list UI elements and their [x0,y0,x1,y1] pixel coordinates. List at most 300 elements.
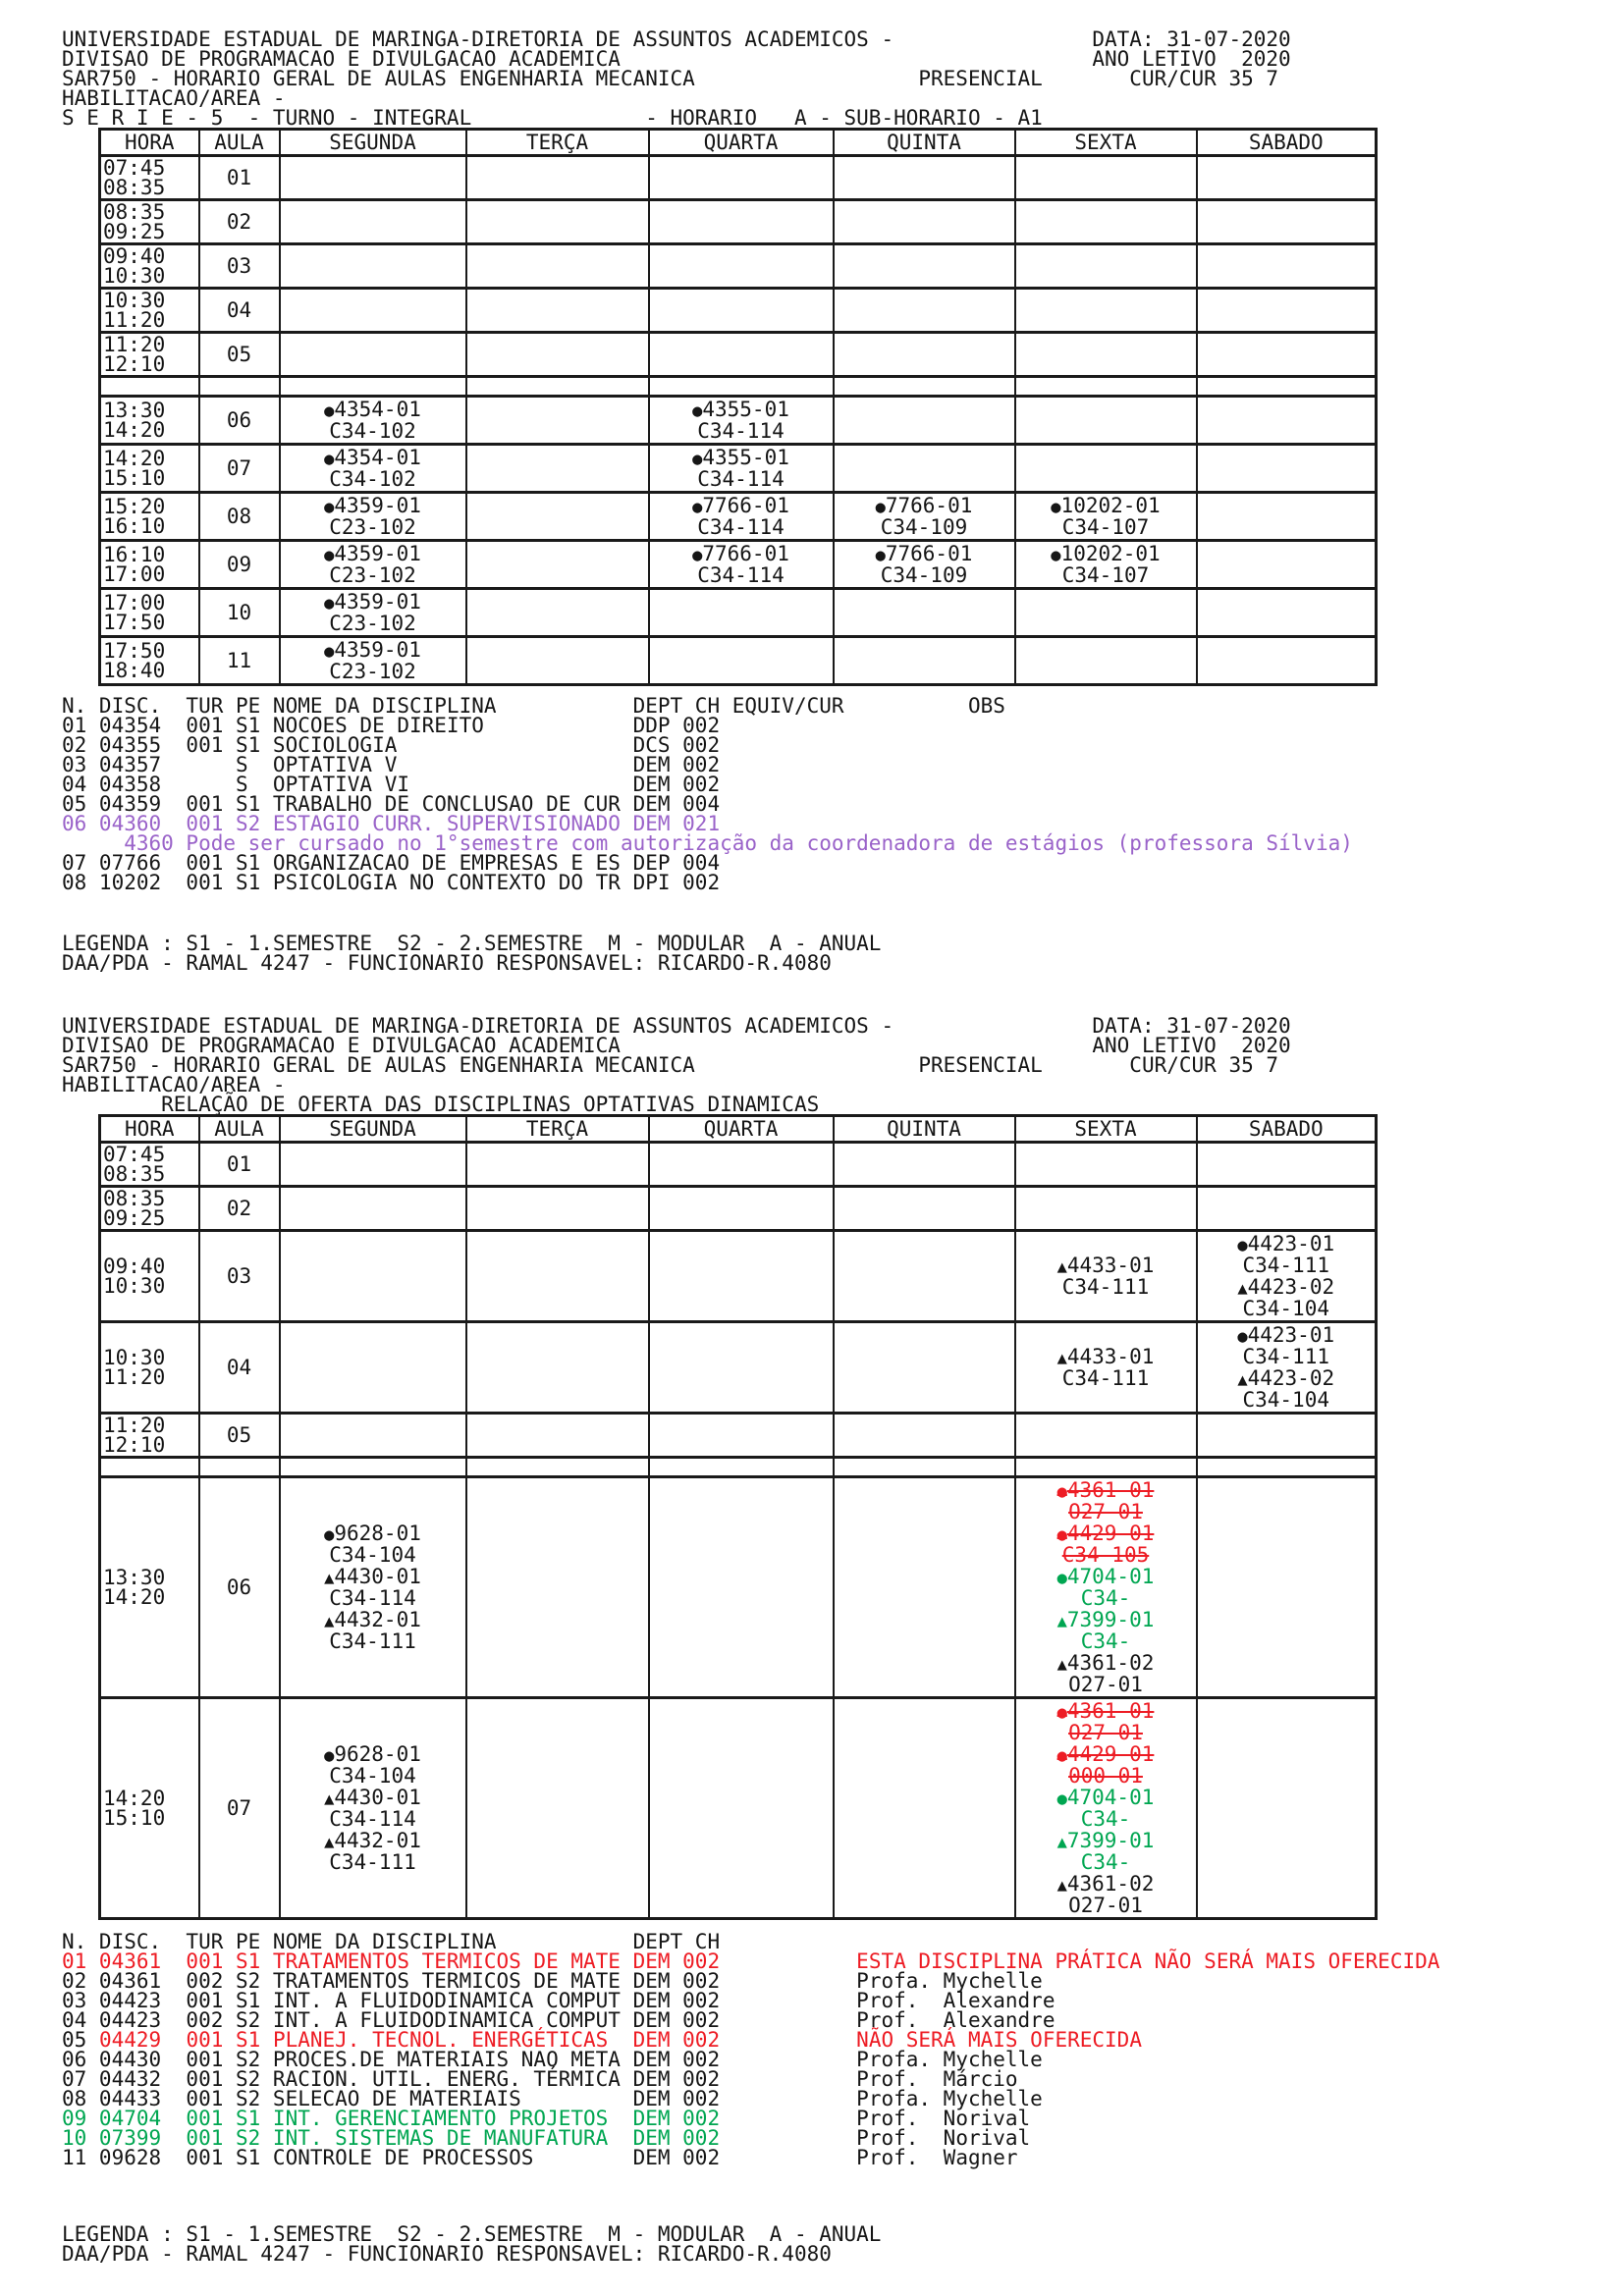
aula-number-cell: 09 [199,541,280,589]
discipline-text-segment: Prof. Alexandre [856,1989,1056,2012]
day-cell-segunda [280,1477,466,1698]
discipline-row [62,2069,1624,2089]
class-entry [1018,1566,1194,1609]
day-cell-quinta [834,1143,1015,1187]
timetable-row-aula-06 [100,397,1377,445]
discipline-text-segment: Prof. Alexandre [856,2008,1056,2032]
class-room: C34- [1080,1586,1131,1610]
column-header-quarta: QUARTA [649,130,834,156]
discipline-row [62,2148,1624,2167]
hora-cell [100,1322,199,1414]
hora-cell [100,493,199,541]
hora-time: 11:20 [103,308,166,332]
day-cell-segunda [280,493,466,541]
class-entry [283,1743,463,1787]
discipline-list-2 [62,1932,1624,2167]
class-room: C34-114 [697,563,785,587]
header-line-serie: S E R I E - 5 - TURNO - INTEGRAL - HORARIO A - SUB-HORARIO - A1 [62,106,1043,130]
separator-row [100,1458,1377,1477]
timetable-body [100,156,1377,685]
day-cell-terça [466,445,649,493]
day-cell-quinta [834,1414,1015,1458]
class-entry [283,1522,463,1566]
class-code: ●4359-01 [324,638,421,662]
class-code: ▲4423-02 [1237,1366,1335,1390]
hora-time: 08:35 [103,1162,166,1186]
discipline-text-segment: Prof. Wagner [856,2146,1018,2169]
hora-time: 17:50 [103,611,166,634]
class-entry [652,543,831,586]
day-cell-sabado [1197,1143,1377,1187]
empty-cell [649,377,834,397]
class-entry [1018,495,1194,538]
hora-cell [100,589,199,637]
header-line-division: DIVISAO DE PROGRAMACAO E DIVULGACAO ACADEMICA ANO LETIVO 2020 [62,1034,1291,1057]
class-room: 000-01 [1068,1764,1143,1788]
dot-icon: ● [1056,1746,1067,1766]
hora-cell [100,1414,199,1458]
day-cell-quinta [834,541,1015,589]
dot-icon: ● [692,498,703,517]
day-cell-quarta [649,1143,834,1187]
discipline-text-segment: 01 04361 001 S1 TRATAMENTOS TERMICOS DE MATE DEM 002 [62,1949,721,1973]
discipline-text-segment: 04429 001 S1 PLANEJ. TECNOL. ENERGÉTICAS DEM 002 [98,2028,721,2052]
class-entry [283,1830,463,1873]
discipline-list-header [62,696,1624,716]
column-header-terça: TERÇA [466,1116,649,1143]
class-entry [283,1609,463,1652]
aula-number-cell: 07 [199,1698,280,1919]
class-entry [652,399,831,442]
class-entry [837,495,1012,538]
class-code: ●4429-01 [1056,1742,1155,1766]
empty-cell [1197,377,1377,397]
legend-block-1 [62,934,1624,973]
class-room: C34-114 [329,1807,416,1831]
day-cell-quarta [649,589,834,637]
day-cell-segunda [280,1143,466,1187]
day-cell-sabado [1197,1231,1377,1322]
class-room: C34-111 [1061,1366,1150,1390]
hora-time: 14:20 [103,418,166,442]
day-cell-sabado [1197,1414,1377,1458]
dot-icon: ● [324,546,335,565]
discipline-text-segment: 06 04430 001 S2 PROCES.DE MATERIAIS NAO META DEM 002 [62,2048,721,2071]
class-room: C34-114 [697,467,785,491]
discipline-list-header [62,1932,1624,1951]
day-cell-terça [466,200,649,244]
hora-cell [100,1231,199,1322]
timetable-row-aula-03 [100,1231,1377,1322]
timetable-row-aula-08 [100,493,1377,541]
triangle-icon: ▲ [1056,1655,1067,1675]
aula-number-cell: 03 [199,244,280,289]
day-cell-quarta [649,1477,834,1698]
column-header-hora: HORA [100,130,199,156]
discipline-text-segment: 06 04360 001 S2 ESTAGIO CURR. SUPERVISIONADO DEM 021 [62,812,721,835]
discipline-text-segment: 04 04358 S OPTATIVA VI DEM 002 [62,773,721,796]
class-room: C34-114 [697,515,785,539]
timetable-row-aula-02 [100,1187,1377,1231]
report-header-1 [62,29,1624,128]
class-entry [283,591,463,634]
day-cell-quarta [649,445,834,493]
day-cell-sabado [1197,397,1377,445]
discipline-text-segment: 02 04361 002 S2 TRATAMENTOS TERMICOS DE MATE DEM 002 [62,1969,721,1993]
hora-cell [100,200,199,244]
day-cell-sabado [1197,445,1377,493]
day-cell-quarta [649,637,834,685]
timetable-row-aula-11 [100,637,1377,685]
hora-time: 10:30 [103,1346,166,1369]
hora-time: 14:20 [103,1585,166,1609]
class-room: C34-102 [329,467,416,491]
empty-cell [1015,1458,1197,1477]
day-cell-quarta [649,1231,834,1322]
dot-icon: ● [324,594,335,614]
day-cell-sexta [1015,493,1197,541]
class-room: O27-01 [1068,1500,1143,1523]
class-room: C34- [1080,1850,1131,1874]
day-cell-sexta [1015,1143,1197,1187]
class-entry [1018,1787,1194,1830]
legend-line-semesters: LEGENDA : S1 - 1.SEMESTRE S2 - 2.SEMESTRE M - MODULAR A - ANUAL [62,932,882,955]
class-room: C34-114 [697,419,785,443]
dot-icon: ● [1237,1327,1248,1347]
aula-number-cell: 03 [199,1231,280,1322]
column-header-aula: AULA [199,1116,280,1143]
discipline-text-segment: Profa. Mychelle [856,1969,1043,1993]
class-code: ▲7399-01 [1056,1608,1155,1631]
timetable-head [100,130,1377,156]
day-cell-sexta [1015,1187,1197,1231]
timetable-optativas [98,1114,1378,1920]
triangle-icon: ▲ [1056,1612,1067,1631]
hora-time: 17:00 [103,591,166,614]
class-code: ●7766-01 [692,542,789,565]
class-code: ●4355-01 [692,398,789,421]
dot-icon: ● [1056,1569,1067,1588]
class-entry [1018,1830,1194,1873]
empty-cell [280,1458,466,1477]
day-cell-sexta [1015,1477,1197,1698]
discipline-text-segment: 07 07766 001 S1 ORGANIZACAO DE EMPRESAS E ES DEP 004 [62,851,721,875]
day-cell-terça [466,397,649,445]
day-cell-quinta [834,200,1015,244]
class-code: ▲4432-01 [324,1829,421,1852]
triangle-icon: ▲ [324,1833,335,1852]
timetable-row-aula-09 [100,541,1377,589]
hora-time: 13:30 [103,1566,166,1589]
day-cell-quarta [649,156,834,200]
day-cell-terça [466,1477,649,1698]
header-line-habilitacao: HABILITACAO/AREA - [62,1073,286,1096]
day-cell-sexta [1015,541,1197,589]
column-header-segunda: SEGUNDA [280,130,466,156]
hora-cell [100,156,199,200]
day-cell-sexta [1015,333,1197,377]
dot-icon: ● [1056,1789,1067,1809]
day-cell-quinta [834,156,1015,200]
class-code: ▲4432-01 [324,1608,421,1631]
class-code: ●9628-01 [324,1742,421,1766]
class-code: ●4423-01 [1237,1232,1335,1255]
dot-icon: ● [324,1525,335,1545]
hora-time: 09:40 [103,1255,166,1278]
day-cell-sabado [1197,493,1377,541]
discipline-row [62,814,1624,833]
day-cell-quinta [834,333,1015,377]
hora-time: 07:45 [103,156,166,180]
discipline-text-segment: 07 04432 001 S2 RACION. UTIL. ENERG. TÉRMICA DEM 002 [62,2067,721,2091]
dot-icon: ● [1051,546,1061,565]
discipline-row [62,833,1624,853]
aula-number-cell: 02 [199,1187,280,1231]
timetable-body [100,1143,1377,1919]
dot-icon: ● [324,401,335,421]
day-cell-terça [466,333,649,377]
dot-icon: ● [692,401,703,421]
day-cell-terça [466,1414,649,1458]
class-room: C34-114 [329,1586,416,1610]
class-room: C34-111 [1242,1345,1329,1368]
discipline-row [62,2050,1624,2069]
discipline-text-segment: 08 04433 001 S2 SELECAO DE MATERIAIS DEM 002 [62,2087,721,2110]
class-entry [1018,1522,1194,1566]
hora-cell [100,1477,199,1698]
dot-icon: ● [692,546,703,565]
dot-icon: ● [875,498,886,517]
dot-icon: ● [324,642,335,662]
class-entry [1018,1743,1194,1787]
class-code: ▲7399-01 [1056,1829,1155,1852]
class-code: ●4354-01 [324,398,421,421]
day-cell-quarta [649,541,834,589]
aula-number-cell: 04 [199,289,280,333]
timetable-row-aula-07 [100,445,1377,493]
hora-time: 15:10 [103,1806,166,1830]
discipline-text-segment: NÃO SERÁ MAIS OFERECIDA [856,2028,1142,2052]
day-cell-segunda [280,244,466,289]
day-cell-terça [466,1143,649,1187]
day-cell-terça [466,493,649,541]
discipline-row [62,2010,1624,2030]
day-cell-terça [466,244,649,289]
discipline-text-segment: Profa. Mychelle [856,2087,1043,2110]
class-code: ●7766-01 [875,494,973,517]
hora-time: 17:50 [103,639,166,663]
header-line-report-title: SAR750 - HORARIO GERAL DE AULAS ENGENHARIA MECANICA PRESENCIAL CUR/CUR 35 7 [62,1053,1279,1077]
hora-time: 14:20 [103,447,166,470]
aula-number-cell: 07 [199,445,280,493]
column-header-terça: TERÇA [466,130,649,156]
class-room: C34-111 [329,1629,416,1653]
header-line-report-title: SAR750 - HORARIO GERAL DE AULAS ENGENHARIA MECANICA PRESENCIAL CUR/CUR 35 7 [62,67,1279,90]
hora-cell [100,1698,199,1919]
day-cell-quinta [834,445,1015,493]
hora-time: 15:20 [103,495,166,518]
day-cell-terça [466,589,649,637]
day-cell-sexta [1015,289,1197,333]
class-entry [283,543,463,586]
class-entry [837,543,1012,586]
class-room: C34-107 [1061,563,1150,587]
discipline-text-segment: N. DISC. TUR PE NOME DA DISCIPLINA DEPT CH [62,1930,721,1953]
timetable-row-aula-02 [100,200,1377,244]
empty-cell [834,1458,1015,1477]
day-cell-quinta [834,1698,1015,1919]
day-cell-terça [466,289,649,333]
column-header-quinta: QUINTA [834,1116,1015,1143]
class-room: O27-01 [1068,1894,1143,1917]
class-code: ●4359-01 [324,494,421,517]
hora-time: 11:20 [103,333,166,356]
discipline-row [62,1991,1624,2010]
day-cell-quinta [834,1231,1015,1322]
class-code: ●4359-01 [324,542,421,565]
empty-cell [199,1458,280,1477]
day-cell-quinta [834,637,1015,685]
timetable-row-aula-05 [100,333,1377,377]
day-cell-segunda [280,1187,466,1231]
day-cell-sexta [1015,397,1197,445]
class-room: C34- [1080,1807,1131,1831]
column-header-quinta: QUINTA [834,130,1015,156]
timetable-row-aula-04 [100,1322,1377,1414]
header-line-institution: UNIVERSIDADE ESTADUAL DE MARINGA-DIRETORIA DE ASSUNTOS ACADEMICOS - DATA: 31-07-2020 [62,1014,1291,1038]
class-room: C34-107 [1061,515,1150,539]
timetable-row-aula-01 [100,1143,1377,1187]
triangle-icon: ▲ [1056,1257,1067,1277]
discipline-row [62,716,1624,735]
triangle-icon: ▲ [1056,1833,1067,1852]
hora-time: 08:35 [103,200,166,224]
class-code: ●10202-01 [1051,494,1161,517]
class-code: ●4423-01 [1237,1323,1335,1347]
class-room: C34-105 [1061,1543,1150,1567]
discipline-row [62,794,1624,814]
column-header-hora: HORA [100,1116,199,1143]
class-entry [1018,1479,1194,1522]
day-cell-sabado [1197,1322,1377,1414]
hora-time: 11:20 [103,1414,166,1437]
class-entry [283,495,463,538]
discipline-text-segment: Prof. Márcio [856,2067,1018,2091]
column-header-sexta: SEXTA [1015,130,1197,156]
separator-row [100,377,1377,397]
legend-line-contact: DAA/PDA - RAMAL 4247 - FUNCIONARIO RESPONSAVEL: RICARDO-R.4080 [62,951,832,975]
empty-cell [834,377,1015,397]
header-line-habilitacao: HABILITACAO/AREA - [62,86,286,110]
hora-time: 16:10 [103,543,166,566]
hora-time: 16:10 [103,514,166,538]
hora-time: 09:25 [103,220,166,243]
discipline-text-segment [720,2146,856,2169]
triangle-icon: ▲ [324,1789,335,1809]
hora-time: 17:00 [103,562,166,586]
discipline-text-segment: Prof. Norival [856,2107,1031,2130]
class-entry [1200,1324,1374,1367]
column-header-sabado: SABADO [1197,130,1377,156]
class-room: C34-102 [329,419,416,443]
empty-cell [199,377,280,397]
triangle-icon: ▲ [1237,1370,1248,1390]
day-cell-sabado [1197,589,1377,637]
class-code: ●4361-01 [1056,1478,1155,1502]
legend-line-semesters: LEGENDA : S1 - 1.SEMESTRE S2 - 2.SEMESTRE M - MODULAR A - ANUAL [62,2222,882,2246]
hora-time: 12:10 [103,1433,166,1457]
hora-cell [100,445,199,493]
day-cell-segunda [280,200,466,244]
timetable-head [100,1116,1377,1143]
discipline-text-segment: 04 04423 002 S2 INT. A FLUIDODINAMICA COMPUT DEM 002 [62,2008,721,2032]
dot-icon: ● [875,546,886,565]
day-cell-sexta [1015,445,1197,493]
class-room: C34-109 [880,515,968,539]
day-cell-quinta [834,1477,1015,1698]
hora-time: 09:40 [103,244,166,268]
discipline-text-segment: 03 04357 S OPTATIVA V DEM 002 [62,753,721,776]
day-cell-sabado [1197,1698,1377,1919]
legend-line-contact: DAA/PDA - RAMAL 4247 - FUNCIONARIO RESPONSAVEL: RICARDO-R.4080 [62,2242,832,2266]
day-cell-sexta [1015,1698,1197,1919]
column-header-quarta: QUARTA [649,1116,834,1143]
class-entry [1200,1276,1374,1319]
class-room: C34-111 [329,1850,416,1874]
hora-cell [100,397,199,445]
hora-time: 10:30 [103,289,166,312]
class-entry [1018,1609,1194,1652]
legend-block-2 [62,2224,1624,2264]
column-header-aula: AULA [199,130,280,156]
day-cell-sabado [1197,200,1377,244]
column-header-sabado: SABADO [1197,1116,1377,1143]
day-cell-quinta [834,397,1015,445]
discipline-text-segment: 4360 Pode ser cursado no 1°semestre com autorização da coordenadora de estágios (professora Sílvia) [62,831,1353,855]
discipline-text-segment: 11 09628 001 S1 CONTROLE DE PROCESSOS DEM 002 [62,2146,721,2169]
discipline-text-segment: ESTA DISCIPLINA PRÁTICA NÃO SERÁ MAIS OFERECIDA [856,1949,1440,1973]
aula-number-cell: 05 [199,1414,280,1458]
column-header-segunda: SEGUNDA [280,1116,466,1143]
header-line-optativas-title: RELAÇÃO DE OFERTA DAS DISCIPLINAS OPTATIVAS DINAMICAS [62,1093,820,1116]
day-cell-segunda [280,397,466,445]
discipline-row [62,755,1624,774]
class-room: C23-102 [329,515,416,539]
discipline-row [62,1951,1624,1971]
dot-icon: ● [324,1746,335,1766]
class-code: ▲4361-02 [1056,1872,1155,1896]
class-code: ●4359-01 [324,590,421,614]
class-entry [1018,1652,1194,1695]
day-cell-sexta [1015,637,1197,685]
hora-time: 10:30 [103,1274,166,1298]
timetable-header-row [100,1116,1377,1143]
class-entry [1018,1255,1194,1298]
discipline-text-segment: 02 04355 001 S1 SOCIOLOGIA DCS 002 [62,733,721,757]
discipline-text-segment: 10 07399 001 S2 INT. SISTEMAS DE MANUFATURA DEM 002 [62,2126,721,2150]
day-cell-quinta [834,589,1015,637]
class-room: C34-111 [1242,1254,1329,1277]
hora-cell [100,1187,199,1231]
day-cell-quarta [649,1698,834,1919]
empty-cell [649,1458,834,1477]
empty-cell [100,1458,199,1477]
day-cell-sexta [1015,200,1197,244]
triangle-icon: ▲ [1056,1876,1067,1896]
dot-icon: ● [692,450,703,469]
day-cell-sexta [1015,1322,1197,1414]
aula-number-cell: 02 [199,200,280,244]
